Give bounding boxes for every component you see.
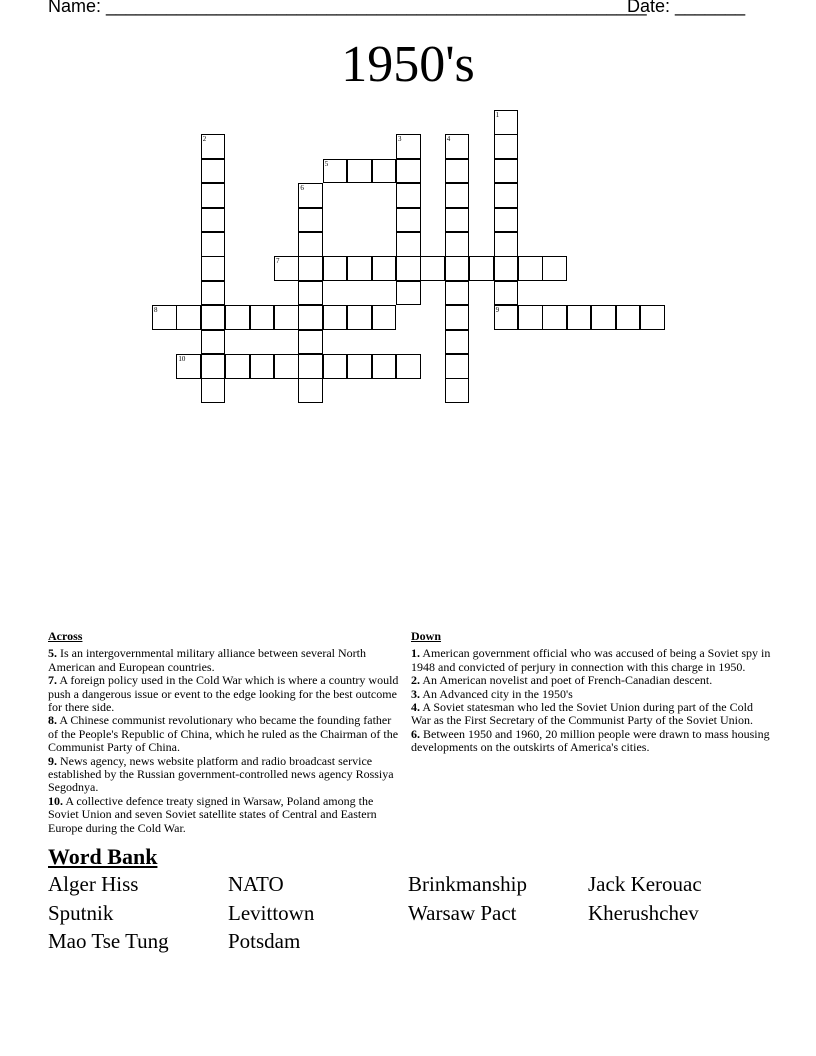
word-bank-item: NATO xyxy=(228,872,284,896)
clue-number: 7. xyxy=(48,673,57,688)
crossword-cell[interactable] xyxy=(372,354,397,379)
crossword-cell[interactable] xyxy=(396,183,421,208)
clue-number: 4. xyxy=(411,700,420,715)
crossword-cell[interactable] xyxy=(250,354,275,379)
crossword-cell[interactable] xyxy=(250,305,275,330)
crossword-cell[interactable] xyxy=(225,305,250,330)
crossword-cell[interactable] xyxy=(396,232,421,257)
crossword-cell[interactable] xyxy=(445,330,470,355)
crossword-cell[interactable] xyxy=(420,256,445,281)
crossword-cell[interactable] xyxy=(201,232,226,257)
crossword-cell[interactable] xyxy=(274,354,299,379)
crossword-cell[interactable] xyxy=(201,256,226,281)
clue-number: 10. xyxy=(48,793,63,808)
crossword-cell[interactable] xyxy=(347,354,372,379)
crossword-cell[interactable] xyxy=(445,354,470,379)
crossword-cell[interactable] xyxy=(445,183,470,208)
crossword-cell[interactable] xyxy=(445,256,470,281)
crossword-cell[interactable] xyxy=(616,305,641,330)
crossword-cell[interactable] xyxy=(201,281,226,306)
clue-number: 7 xyxy=(276,257,280,266)
crossword-cell[interactable] xyxy=(542,256,567,281)
crossword-cell[interactable] xyxy=(469,256,494,281)
clue-number: 6 xyxy=(300,184,304,193)
crossword-cell[interactable] xyxy=(445,232,470,257)
crossword-cell[interactable] xyxy=(298,354,323,379)
word-bank-item: Kherushchev xyxy=(588,900,699,925)
crossword-cell[interactable] xyxy=(591,305,616,330)
crossword-cell[interactable] xyxy=(567,305,592,330)
across-clue xyxy=(48,647,403,674)
crossword-cell[interactable] xyxy=(323,354,348,379)
crossword-cell[interactable] xyxy=(542,305,567,330)
word-bank-title: Word Bank xyxy=(48,844,158,869)
crossword-cell[interactable] xyxy=(201,330,226,355)
crossword-cell[interactable] xyxy=(518,256,543,281)
clue-number: 3. xyxy=(411,686,420,701)
crossword-cell[interactable] xyxy=(298,256,323,281)
across-clue-list xyxy=(48,647,403,835)
crossword-cell[interactable] xyxy=(323,159,348,184)
clue-number: 5 xyxy=(324,159,329,168)
crossword-cell[interactable] xyxy=(347,305,372,330)
crossword-cell[interactable] xyxy=(298,378,323,403)
crossword-cell[interactable] xyxy=(298,305,323,330)
clue-number: 6. xyxy=(411,726,420,741)
crossword-cell[interactable] xyxy=(298,330,323,355)
clue-text: An American novelist and poet of French-Canadian descent. xyxy=(420,673,713,688)
crossword-cell[interactable] xyxy=(396,281,421,306)
page-title: 1950's xyxy=(341,36,475,93)
crossword-cell[interactable] xyxy=(396,354,421,379)
crossword-cell[interactable] xyxy=(176,305,201,330)
clue-number: 4 xyxy=(446,135,451,144)
crossword-cell[interactable] xyxy=(494,110,519,135)
clue-number: 9 xyxy=(495,306,500,315)
word-bank-item: Sputnik xyxy=(48,900,114,925)
crossword-cell[interactable] xyxy=(445,305,470,330)
down-clue xyxy=(411,688,771,701)
clue-text: Between 1950 and 1960, 20 million people were drawn to mass housing developments on the outskirts of America's cities. xyxy=(411,726,770,755)
crossword-cell[interactable] xyxy=(396,134,421,159)
clue-text: A collective defence treaty signed in Warsaw, Poland among the Soviet Union and seven Soviet satellite states of Central and Eastern Europe during the Cold War. xyxy=(48,793,377,835)
crossword-cell[interactable] xyxy=(494,281,519,306)
crossword-cell[interactable] xyxy=(274,256,299,281)
clue-number: 8 xyxy=(154,306,158,315)
clue-text: A foreign policy used in the Cold War which is where a country would push a dangerous issue or event to the edge looking for the best outcome for there side. xyxy=(48,673,399,715)
crossword-cell[interactable] xyxy=(396,159,421,184)
word-bank-item: Jack Kerouac xyxy=(588,872,702,896)
crossword-cell[interactable] xyxy=(445,281,470,306)
clue-text: An Advanced city in the 1950's xyxy=(420,686,573,701)
crossword-cell[interactable] xyxy=(152,305,177,330)
crossword-cell[interactable] xyxy=(445,208,470,233)
clue-number: 10 xyxy=(178,355,186,363)
crossword-cell[interactable] xyxy=(640,305,665,330)
down-clue xyxy=(411,728,771,755)
crossword-cell[interactable] xyxy=(225,354,250,379)
clue-text: News agency, news website platform and radio broadcast service established by the Russian government-controlled news agency Rossiya Segodnya. xyxy=(48,753,394,795)
clue-text: American government official who was accused of being a Soviet spy in 1948 and convicted of perjury in connection with this charge in 1950. xyxy=(411,646,771,674)
down-clue xyxy=(411,701,771,728)
word-bank-item: Potsdam xyxy=(228,929,301,953)
down-heading: Down xyxy=(411,629,442,643)
crossword-cell[interactable] xyxy=(298,232,323,257)
crossword-cell[interactable] xyxy=(201,208,226,233)
crossword-cell[interactable] xyxy=(323,305,348,330)
crossword-cell[interactable] xyxy=(494,134,519,159)
crossword-cell[interactable] xyxy=(323,256,348,281)
clue-text: A Soviet statesman who led the Soviet Union during part of the Cold War as the First Secretary of the Communist Party of the Soviet Union. xyxy=(411,700,753,728)
down-clue xyxy=(411,674,771,687)
down-clue-list xyxy=(411,647,771,754)
crossword-cell[interactable] xyxy=(372,305,397,330)
crossword-grid xyxy=(0,0,816,420)
crossword-cell[interactable] xyxy=(201,378,226,403)
crossword-cell[interactable] xyxy=(176,354,201,379)
clue-number: 3 xyxy=(398,135,402,144)
across-clues xyxy=(48,630,403,835)
clue-number: 9. xyxy=(48,753,57,768)
down-clue xyxy=(411,647,771,674)
across-clue xyxy=(48,674,403,714)
crossword-cell[interactable] xyxy=(494,183,519,208)
word-bank-item: Brinkmanship xyxy=(408,872,527,896)
clue-number: 5. xyxy=(48,646,57,661)
clue-text: Is an intergovernmental military alliance between several North American and European countries. xyxy=(48,646,366,674)
clue-number: 2. xyxy=(411,673,420,688)
across-heading: Across xyxy=(48,629,83,643)
down-clues xyxy=(411,630,771,755)
word-bank-item: Alger Hiss xyxy=(48,872,139,896)
crossword-cell[interactable] xyxy=(201,183,226,208)
across-clue xyxy=(48,714,403,754)
crossword-cell[interactable] xyxy=(372,159,397,184)
crossword-cell[interactable] xyxy=(494,305,519,330)
word-bank-item: Warsaw Pact xyxy=(408,900,517,925)
across-clue xyxy=(48,795,403,835)
clue-number: 1. xyxy=(411,646,420,661)
clue-number: 1 xyxy=(495,111,500,119)
crossword-cell[interactable] xyxy=(347,256,372,281)
crossword-cell[interactable] xyxy=(372,256,397,281)
crossword-cell[interactable] xyxy=(445,159,470,184)
across-clue xyxy=(48,755,403,795)
crossword-cell[interactable] xyxy=(298,183,323,208)
crossword-cell[interactable] xyxy=(201,354,226,379)
crossword-cell[interactable] xyxy=(396,256,421,281)
crossword-cell[interactable] xyxy=(274,305,299,330)
name-line[interactable]: Name: ______________________________________________________ xyxy=(48,0,647,16)
crossword-cell[interactable] xyxy=(201,305,226,330)
crossword-cell[interactable] xyxy=(494,159,519,184)
crossword-cell[interactable] xyxy=(445,378,470,403)
crossword-cell[interactable] xyxy=(518,305,543,330)
crossword-cell[interactable] xyxy=(396,208,421,233)
crossword-cell[interactable] xyxy=(298,281,323,306)
crossword-cell[interactable] xyxy=(445,134,470,159)
word-bank-item: Mao Tse Tung xyxy=(48,929,169,953)
crossword-cell[interactable] xyxy=(494,232,519,257)
clue-number: 2 xyxy=(202,135,207,144)
crossword-cell[interactable] xyxy=(494,256,519,281)
crossword-cell[interactable] xyxy=(298,208,323,233)
crossword-cell[interactable] xyxy=(347,159,372,184)
crossword-cell[interactable] xyxy=(494,208,519,233)
date-line[interactable]: Date: _______ xyxy=(627,0,746,16)
word-bank-item: Levittown xyxy=(228,900,315,925)
word-bank xyxy=(48,872,788,958)
crossword-cell[interactable] xyxy=(201,134,226,159)
crossword-cell[interactable] xyxy=(201,159,226,184)
clue-text: A Chinese communist revolutionary who became the founding father of the People's Republic of China, which he ruled as the Chairman of the Communist Party of China. xyxy=(48,713,399,755)
clue-number: 8. xyxy=(48,713,57,728)
